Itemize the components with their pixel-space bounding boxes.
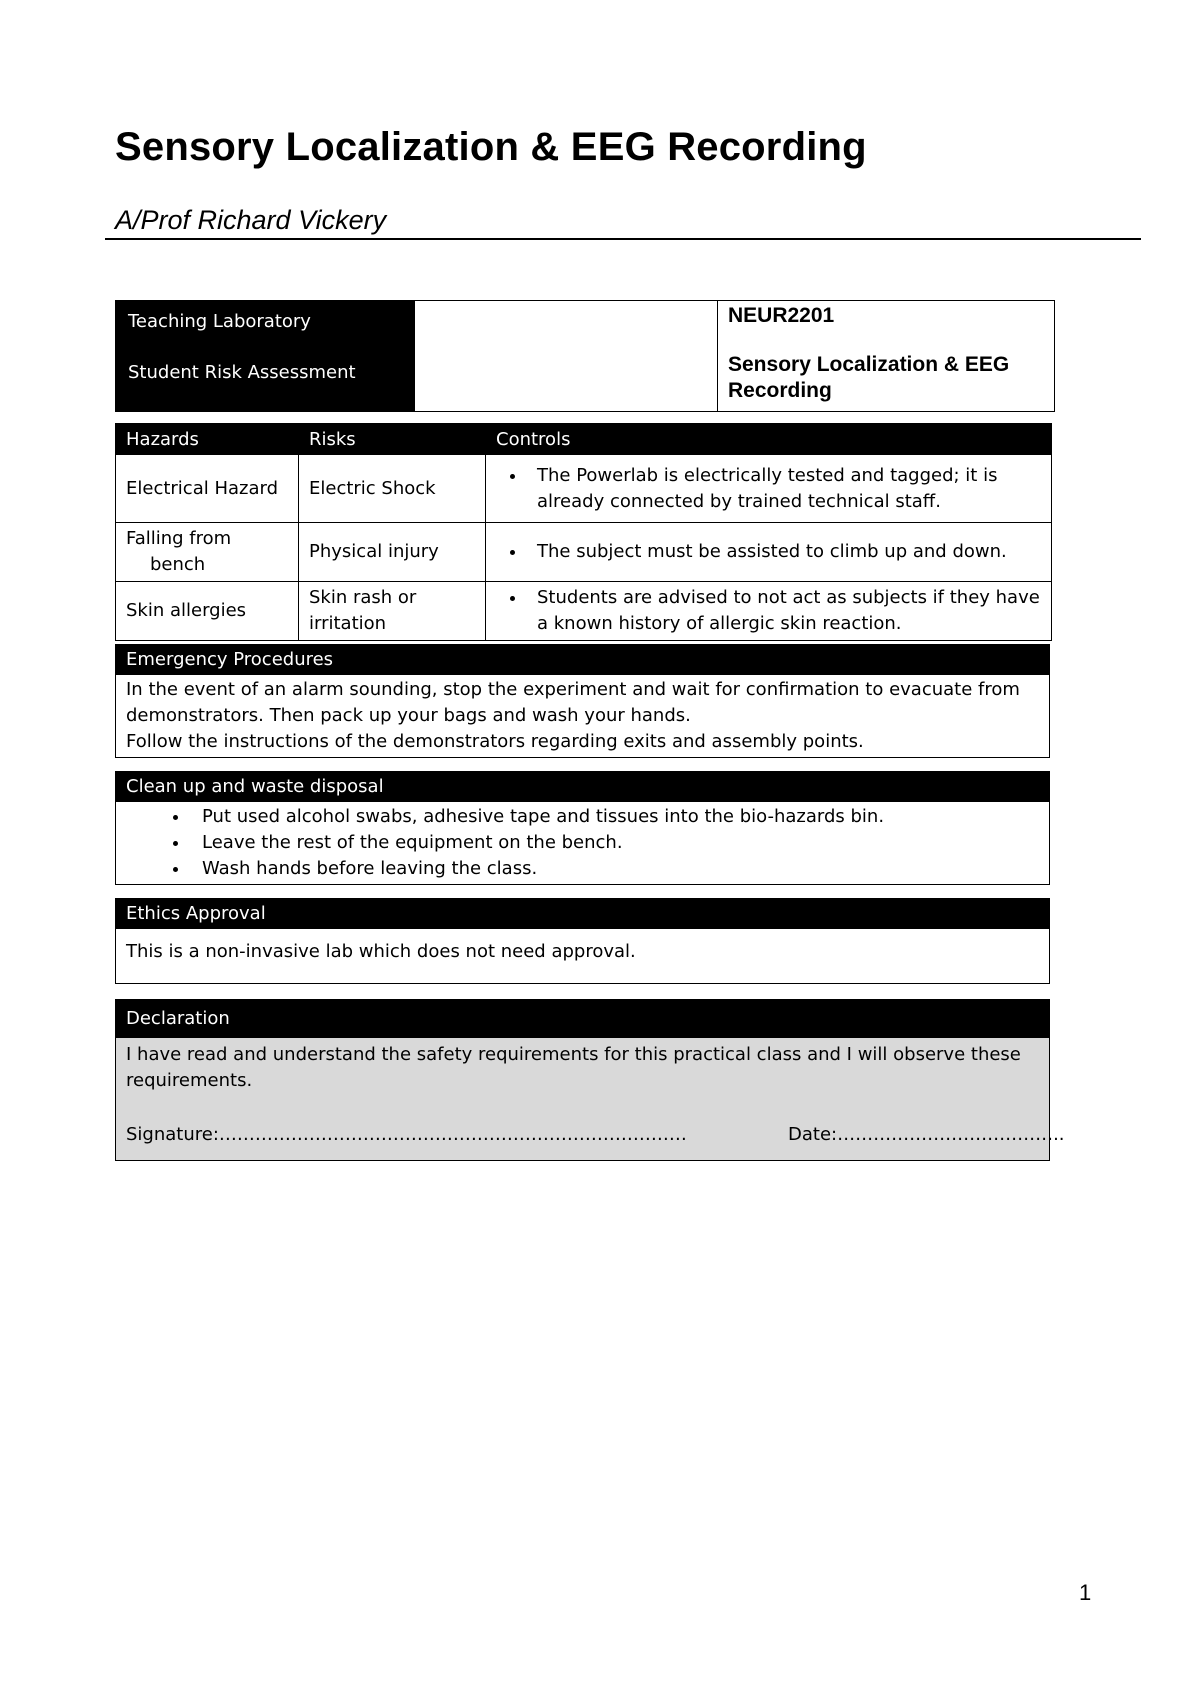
column-header-risks: Risks bbox=[299, 424, 486, 455]
title-divider bbox=[105, 238, 1141, 240]
list-item: • Wash hands before leaving the class. bbox=[190, 856, 1039, 882]
signature-field[interactable]: Signature:…………………………………………………………………… bbox=[126, 1124, 687, 1145]
header-course-cell bbox=[718, 301, 1054, 411]
header-label-cell bbox=[116, 301, 415, 411]
control-cell bbox=[486, 582, 1052, 641]
declaration-heading: Declaration bbox=[116, 1000, 1049, 1038]
emergency-heading: Emergency Procedures bbox=[116, 645, 1049, 675]
control-cell bbox=[486, 523, 1052, 582]
ethics-heading: Ethics Approval bbox=[116, 899, 1049, 929]
hazard-cell-line: bench bbox=[150, 554, 206, 575]
hazard-cell bbox=[116, 523, 299, 582]
course-code: NEUR2201 bbox=[728, 304, 835, 327]
cleanup-heading: Clean up and waste disposal bbox=[116, 772, 1049, 802]
emergency-text: In the event of an alarm sounding, stop the experiment and wait for confirmation to evacuate from demonstrators. Then pack up your bags and wash your hands. bbox=[126, 679, 1020, 726]
risk-cell: Physical injury bbox=[299, 523, 486, 582]
course-name: Sensory Localization & EEG Recording bbox=[728, 353, 1010, 402]
cleanup-body bbox=[116, 802, 1049, 884]
ethics-text: This is a non-invasive lab which does not need approval. bbox=[126, 941, 636, 962]
emergency-procedures-section bbox=[115, 644, 1050, 758]
declaration-text: I have read and understand the safety requirements for this practical class and I will observe these requirements. bbox=[126, 1044, 1021, 1091]
hazards-header-row bbox=[116, 424, 1052, 455]
header-empty-cell bbox=[415, 301, 718, 411]
column-header-hazards: Hazards bbox=[116, 424, 299, 455]
risk-cell: Skin rash or irritation bbox=[299, 582, 486, 641]
column-header-controls: Controls bbox=[486, 424, 1052, 455]
cleanup-section bbox=[115, 771, 1050, 885]
page-number: 1 bbox=[1079, 1580, 1092, 1605]
cleanup-list bbox=[126, 804, 1039, 882]
hazard-cell: Skin allergies bbox=[116, 582, 299, 641]
hazards-table bbox=[115, 423, 1052, 641]
table-row bbox=[116, 523, 1052, 582]
control-item: • Students are advised to not act as subjects if they have a known history of allergic skin reaction. bbox=[527, 585, 1041, 637]
declaration-section bbox=[115, 999, 1065, 1161]
list-item: • Put used alcohol swabs, adhesive tape and tissues into the bio-hazards bin. bbox=[190, 804, 1039, 830]
document-author: A/Prof Richard Vickery bbox=[115, 205, 387, 235]
lab-label: Teaching Laboratory bbox=[128, 311, 311, 332]
document-title: Sensory Localization & EEG Recording bbox=[115, 125, 867, 169]
control-cell bbox=[486, 455, 1052, 523]
emergency-text: Follow the instructions of the demonstrators regarding exits and assembly points. bbox=[126, 731, 864, 752]
hazard-cell: Electrical Hazard bbox=[116, 455, 299, 523]
risk-cell: Electric Shock bbox=[299, 455, 486, 523]
table-row bbox=[116, 455, 1052, 523]
ethics-approval-section bbox=[115, 898, 1050, 984]
control-item: • The Powerlab is electrically tested and tagged; it is already connected by trained technical staff. bbox=[527, 463, 1041, 515]
risk-assessment-header bbox=[115, 300, 1055, 412]
assessment-label: Student Risk Assessment bbox=[128, 362, 356, 383]
list-item: • Leave the rest of the equipment on the bench. bbox=[190, 830, 1039, 856]
emergency-body bbox=[116, 675, 1049, 757]
hazard-cell-line: Falling from bbox=[126, 528, 232, 549]
date-field[interactable]: Date:……………………………….. bbox=[788, 1124, 1065, 1145]
declaration-body bbox=[116, 1038, 1065, 1160]
control-item: • The subject must be assisted to climb up and down. bbox=[527, 539, 1041, 565]
table-row bbox=[116, 582, 1052, 641]
